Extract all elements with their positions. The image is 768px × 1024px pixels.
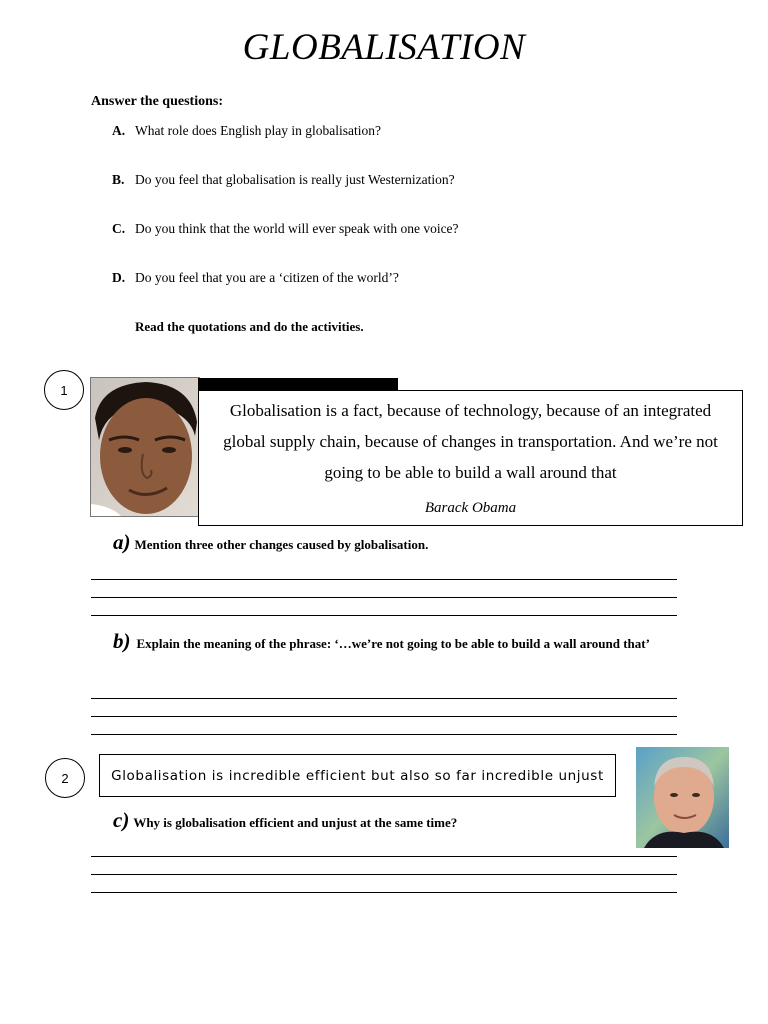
question-b (112, 172, 455, 188)
activity-a (113, 530, 428, 555)
question-letter: C. (112, 221, 126, 236)
quote-text: Globalisation is a fact, because of technology, because of an integrated global supply chain, because of changes in transportation. And we’re not going to be able to build a wall around that (223, 401, 718, 482)
question-a (112, 123, 381, 139)
quote-text: Globalisation is incredible efficient but also so far incredible unjust (111, 767, 604, 784)
speaker-photo (636, 747, 729, 848)
activity-text: Explain the meaning of the phrase: ‘…we’re not going to be able to build a wall around that’ (136, 636, 650, 651)
answer-line[interactable] (91, 597, 677, 598)
answer-line[interactable] (91, 579, 677, 580)
question-letter: B. (112, 172, 125, 187)
quote-number: 2 (61, 770, 69, 786)
quote-number-circle (45, 758, 85, 798)
answer-line[interactable] (91, 698, 677, 699)
question-d (112, 270, 399, 286)
question-text: Do you think that the world will ever speak with one voice? (135, 221, 459, 236)
question-letter: D. (112, 270, 126, 285)
page-title: GLOBALISATION (242, 27, 526, 68)
quote-number: 1 (60, 382, 68, 398)
instructions-heading: Answer the questions: (91, 94, 223, 109)
answer-line[interactable] (91, 716, 677, 717)
activity-b (113, 629, 673, 653)
activity-label: c) (113, 808, 130, 832)
answer-line[interactable] (91, 734, 677, 735)
question-text: What role does English play in globalisation? (135, 123, 381, 138)
activity-c (113, 808, 457, 833)
activity-text: Mention three other changes caused by globalisation. (134, 537, 429, 552)
quote-author: Barack Obama (424, 500, 517, 516)
answer-line[interactable] (91, 615, 677, 616)
question-letter: A. (112, 123, 126, 138)
answer-line[interactable] (91, 856, 677, 857)
activity-label: b) (113, 629, 131, 653)
question-text: Do you feel that you are a ‘citizen of the world’? (135, 270, 399, 285)
answer-line[interactable] (91, 874, 677, 875)
activity-label: a) (113, 530, 131, 554)
answer-line[interactable] (91, 892, 677, 893)
read-instruction: Read the quotations and do the activities. (135, 319, 364, 334)
question-text: Do you feel that globalisation is really just Westernization? (135, 172, 455, 187)
quote-number-circle (44, 370, 84, 410)
activity-text: Why is globalisation efficient and unjust at the same time? (133, 815, 458, 830)
question-c (112, 221, 459, 237)
obama-photo (90, 377, 200, 517)
quote-box-2 (99, 754, 616, 797)
quote-box-obama (198, 390, 743, 526)
